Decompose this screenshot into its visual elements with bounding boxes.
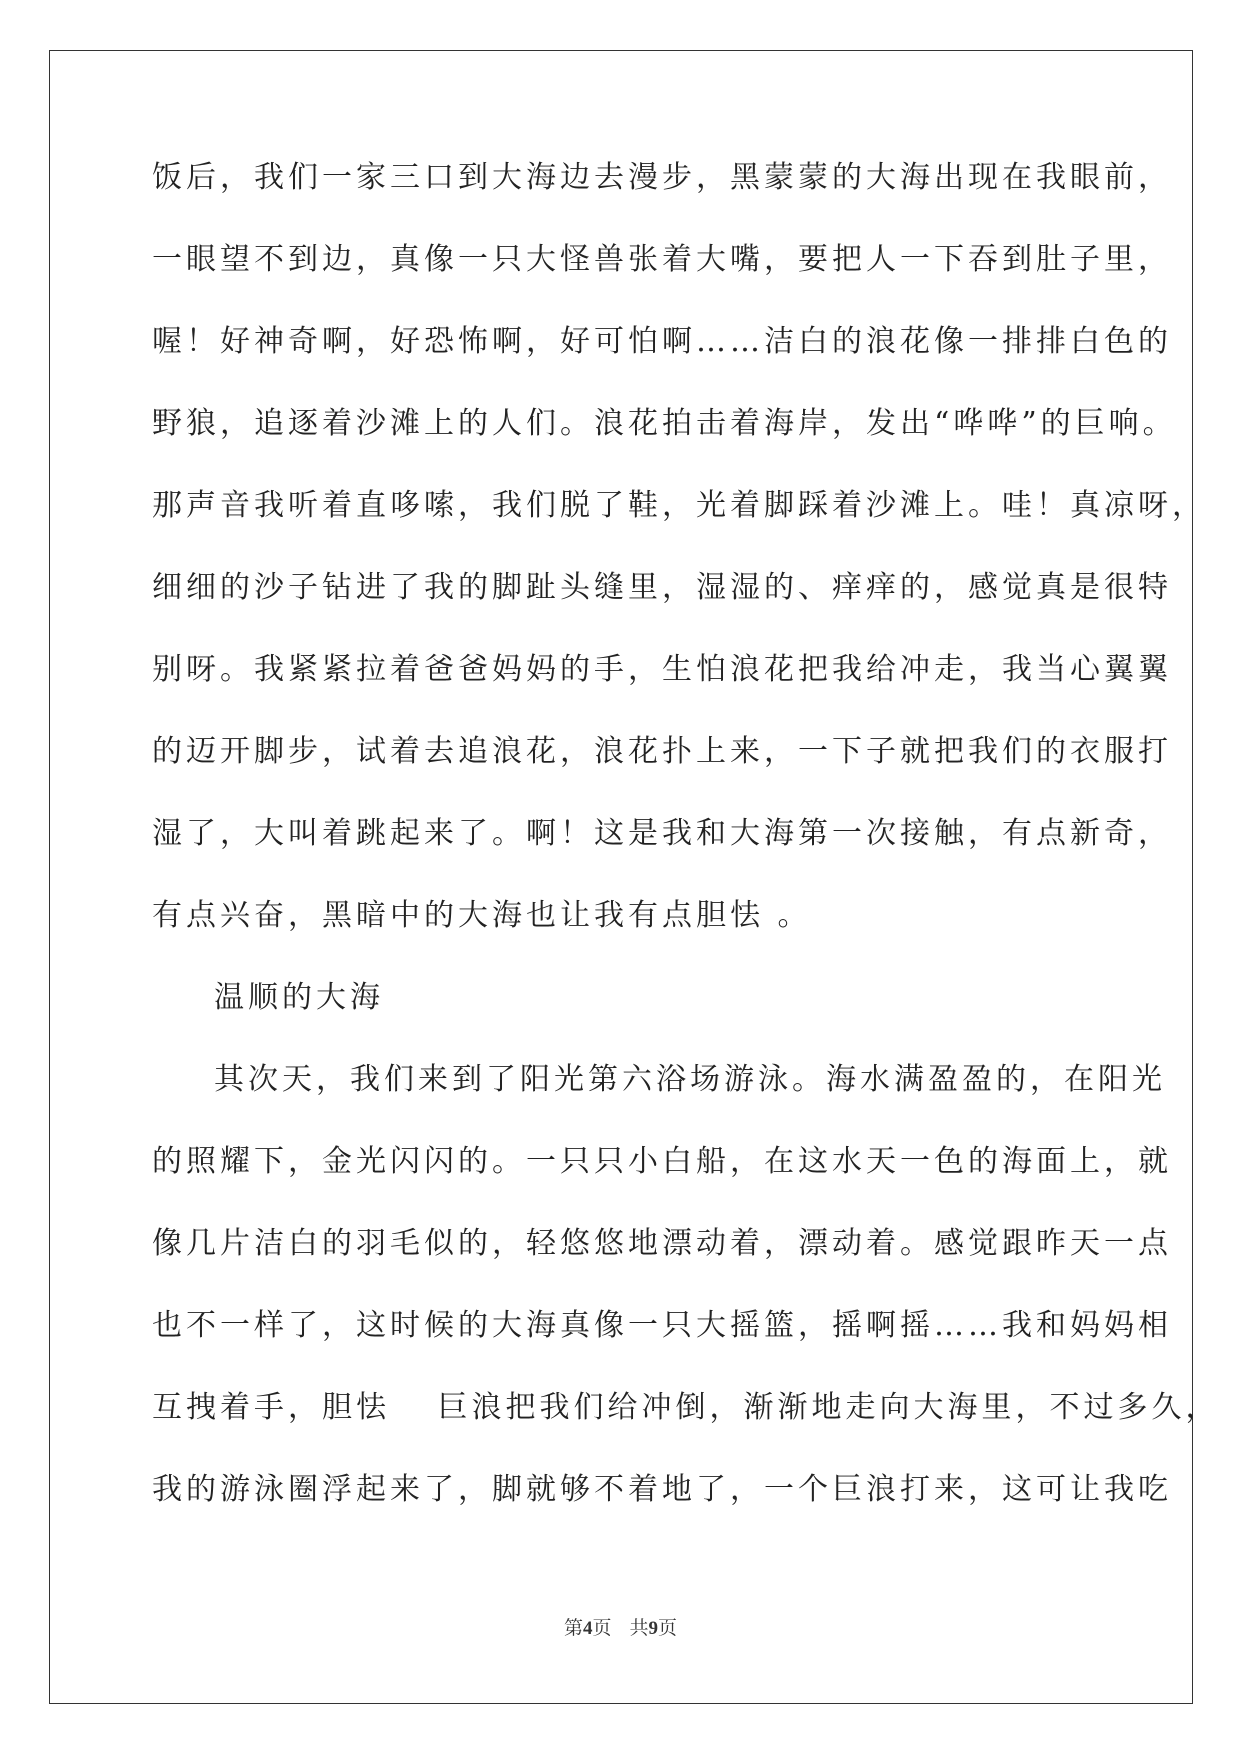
text-line: 细细的沙子钻进了我的脚趾头缝里，湿湿的、痒痒的，感觉真是很特 (152, 570, 1172, 605)
page-total: 9 (648, 1618, 659, 1639)
text-line: 的迈开脚步，试着去追浪花，浪花扑上来，一下子就把我们的衣服打 (152, 734, 1172, 769)
page-prefix: 第 (563, 1617, 583, 1639)
text-line: 一眼望不到边，真像一只大怪兽张着大嘴，要把人一下吞到肚子里， (152, 242, 1172, 277)
page-current: 4 (582, 1618, 593, 1639)
page-suffix: 页 (592, 1617, 612, 1639)
text-line: 有点兴奋，黑暗中的大海也让我有点胆怯 。 (152, 898, 812, 933)
text-line: 我的游泳圈浮起来了，脚就够不着地了，一个巨浪打来，这可让我吃 (152, 1472, 1172, 1507)
text-line: 温顺的大海 (214, 980, 384, 1015)
page-footer (0, 1616, 1241, 1641)
text-line: 像几片洁白的羽毛似的，轻悠悠地漂动着，漂动着。感觉跟昨天一点 (152, 1226, 1172, 1261)
text-line: 喔！好神奇啊，好恐怖啊，好可怕啊……洁白的浪花像一排排白色的 (152, 324, 1172, 359)
text-line: 野狼，追逐着沙滩上的人们。浪花拍击着海岸，发出“哗哗”的巨响。 (152, 406, 1177, 441)
text-line: 湿了，大叫着跳起来了。啊！这是我和大海第一次接触，有点新奇， (152, 816, 1172, 851)
text-line: 的照耀下，金光闪闪的。一只只小白船，在这水天一色的海面上，就 (152, 1144, 1172, 1179)
text-line: 别呀。我紧紧拉着爸爸妈妈的手，生怕浪花把我给冲走，我当心翼翼 (152, 652, 1172, 687)
document-body (152, 160, 1220, 1554)
text-line: 互拽着手，胆怯 巨浪把我们给冲倒，渐渐地走向大海里，不过多久， (152, 1390, 1220, 1425)
text-line: 那声音我听着直哆嗦，我们脱了鞋，光着脚踩着沙滩上。哇！真凉呀， (152, 488, 1206, 523)
total-prefix: 共 (629, 1617, 649, 1639)
total-suffix: 页 (658, 1617, 678, 1639)
text-line: 饭后，我们一家三口到大海边去漫步，黑蒙蒙的大海出现在我眼前， (152, 160, 1172, 195)
text-line: 其次天，我们来到了阳光第六浴场游泳。海水满盈盈的，在阳光 (214, 1062, 1166, 1097)
text-line: 也不一样了，这时候的大海真像一只大摇篮，摇啊摇……我和妈妈相 (152, 1308, 1172, 1343)
